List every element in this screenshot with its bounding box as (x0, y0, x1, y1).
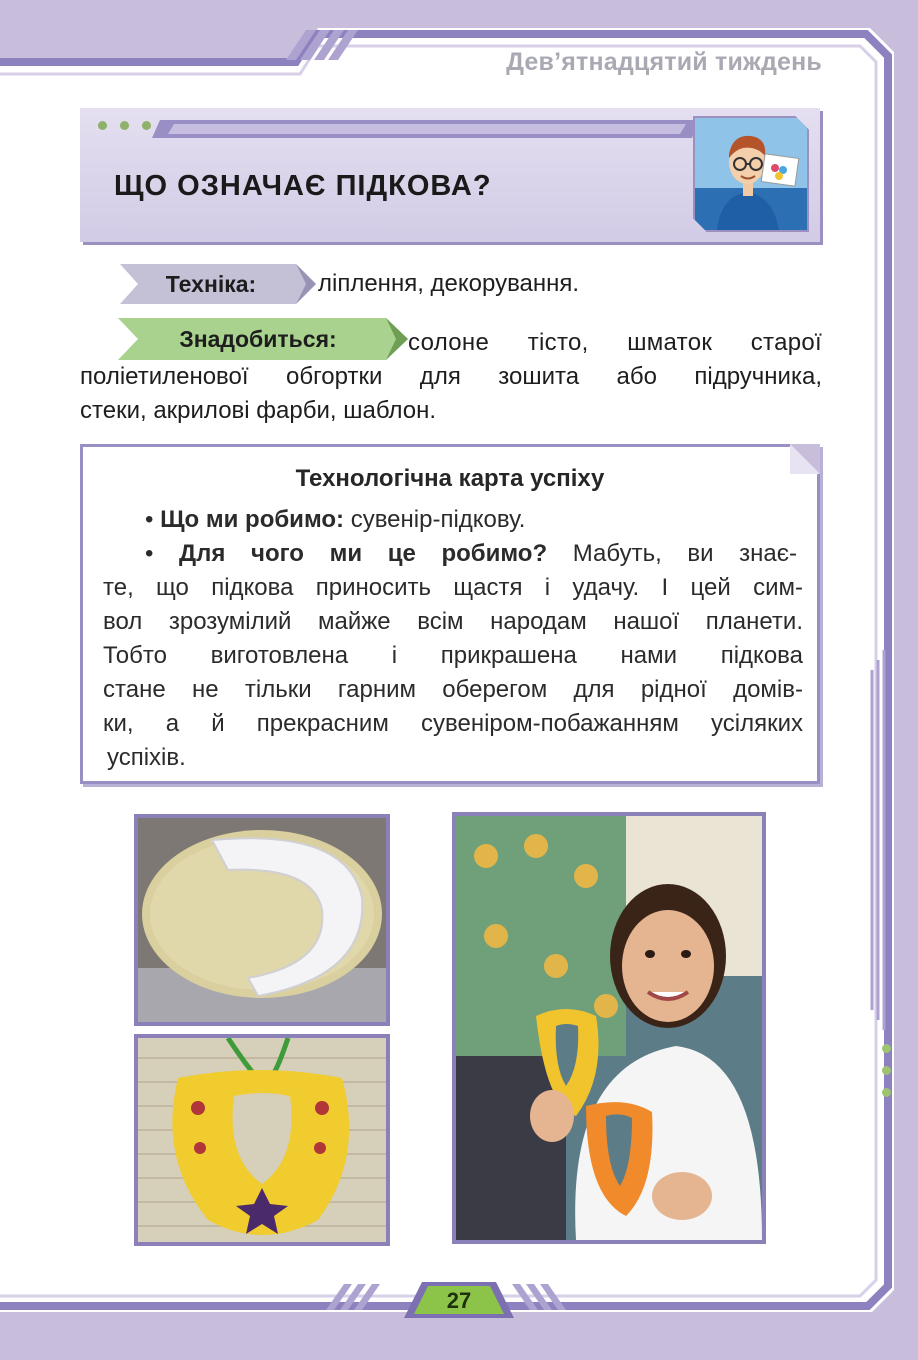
bullet-1: • (145, 506, 161, 533)
page-number-badge (404, 1282, 514, 1318)
technique-label (120, 264, 316, 304)
materials-text-line1: солоне тісто, шматок старої (408, 329, 822, 356)
question-2-text-line1: Мабуть, ви знає- (572, 540, 798, 567)
card-line: стане не тільки гарним оберегом для рідної домів- (103, 676, 803, 703)
materials-label (118, 318, 408, 360)
card-title: Технологічна карта успіху (295, 465, 605, 492)
decor-dot (120, 121, 129, 130)
dough-template-illustration (138, 818, 386, 1022)
teacher-avatar-illustration (695, 118, 807, 230)
week-title: Дев’ятнадцятий тиждень (506, 48, 822, 76)
materials-label-text: Знадобиться: (179, 325, 337, 352)
side-dot (882, 1044, 891, 1053)
girl-photo-illustration (456, 816, 762, 1240)
materials-text-line3: стеки, акрилові фарби, шаблон. (80, 397, 437, 424)
card-line: Тобто виготовлена і прикрашена нами підкова (103, 642, 803, 669)
question-1-text: сувенір-підкову. (350, 506, 526, 533)
page-number: 27 (446, 1288, 472, 1313)
bullet-2: • (145, 540, 180, 567)
card-line: вол зрозумілий майже всім народам нашої планети. (103, 608, 803, 635)
technique-text: ліплення, декорування. (318, 270, 580, 297)
side-dot (882, 1088, 891, 1097)
decor-dot (142, 121, 151, 130)
question-2-label: Для чого ми це робимо? (179, 540, 548, 567)
card-question-2-line1 (145, 537, 797, 571)
photo-horseshoe-finished (134, 1034, 390, 1246)
teacher-avatar (693, 116, 809, 232)
technique-label-text: Техніка: (165, 270, 257, 297)
photo-dough-template (134, 814, 390, 1026)
question-1-label: Що ми робимо: (160, 506, 345, 533)
success-card (80, 444, 820, 784)
card-line: успіхів. (107, 744, 186, 771)
horseshoe-illustration (138, 1038, 386, 1242)
photo-girl-with-horseshoes (452, 812, 766, 1244)
side-dot (882, 1066, 891, 1075)
materials-text-line2: поліетиленової обгортки для зошита або підручника, (80, 363, 822, 390)
card-question-1 (145, 503, 845, 537)
lesson-title: ЩО ОЗНАЧАЄ ПІДКОВА? (114, 170, 492, 202)
card-line: те, що підкова приносить щастя і удачу. І цей сим- (103, 574, 803, 601)
card-line: ки, а й прекрасним сувеніром-побажанням усіляких (103, 710, 803, 737)
decor-dot (98, 121, 107, 130)
